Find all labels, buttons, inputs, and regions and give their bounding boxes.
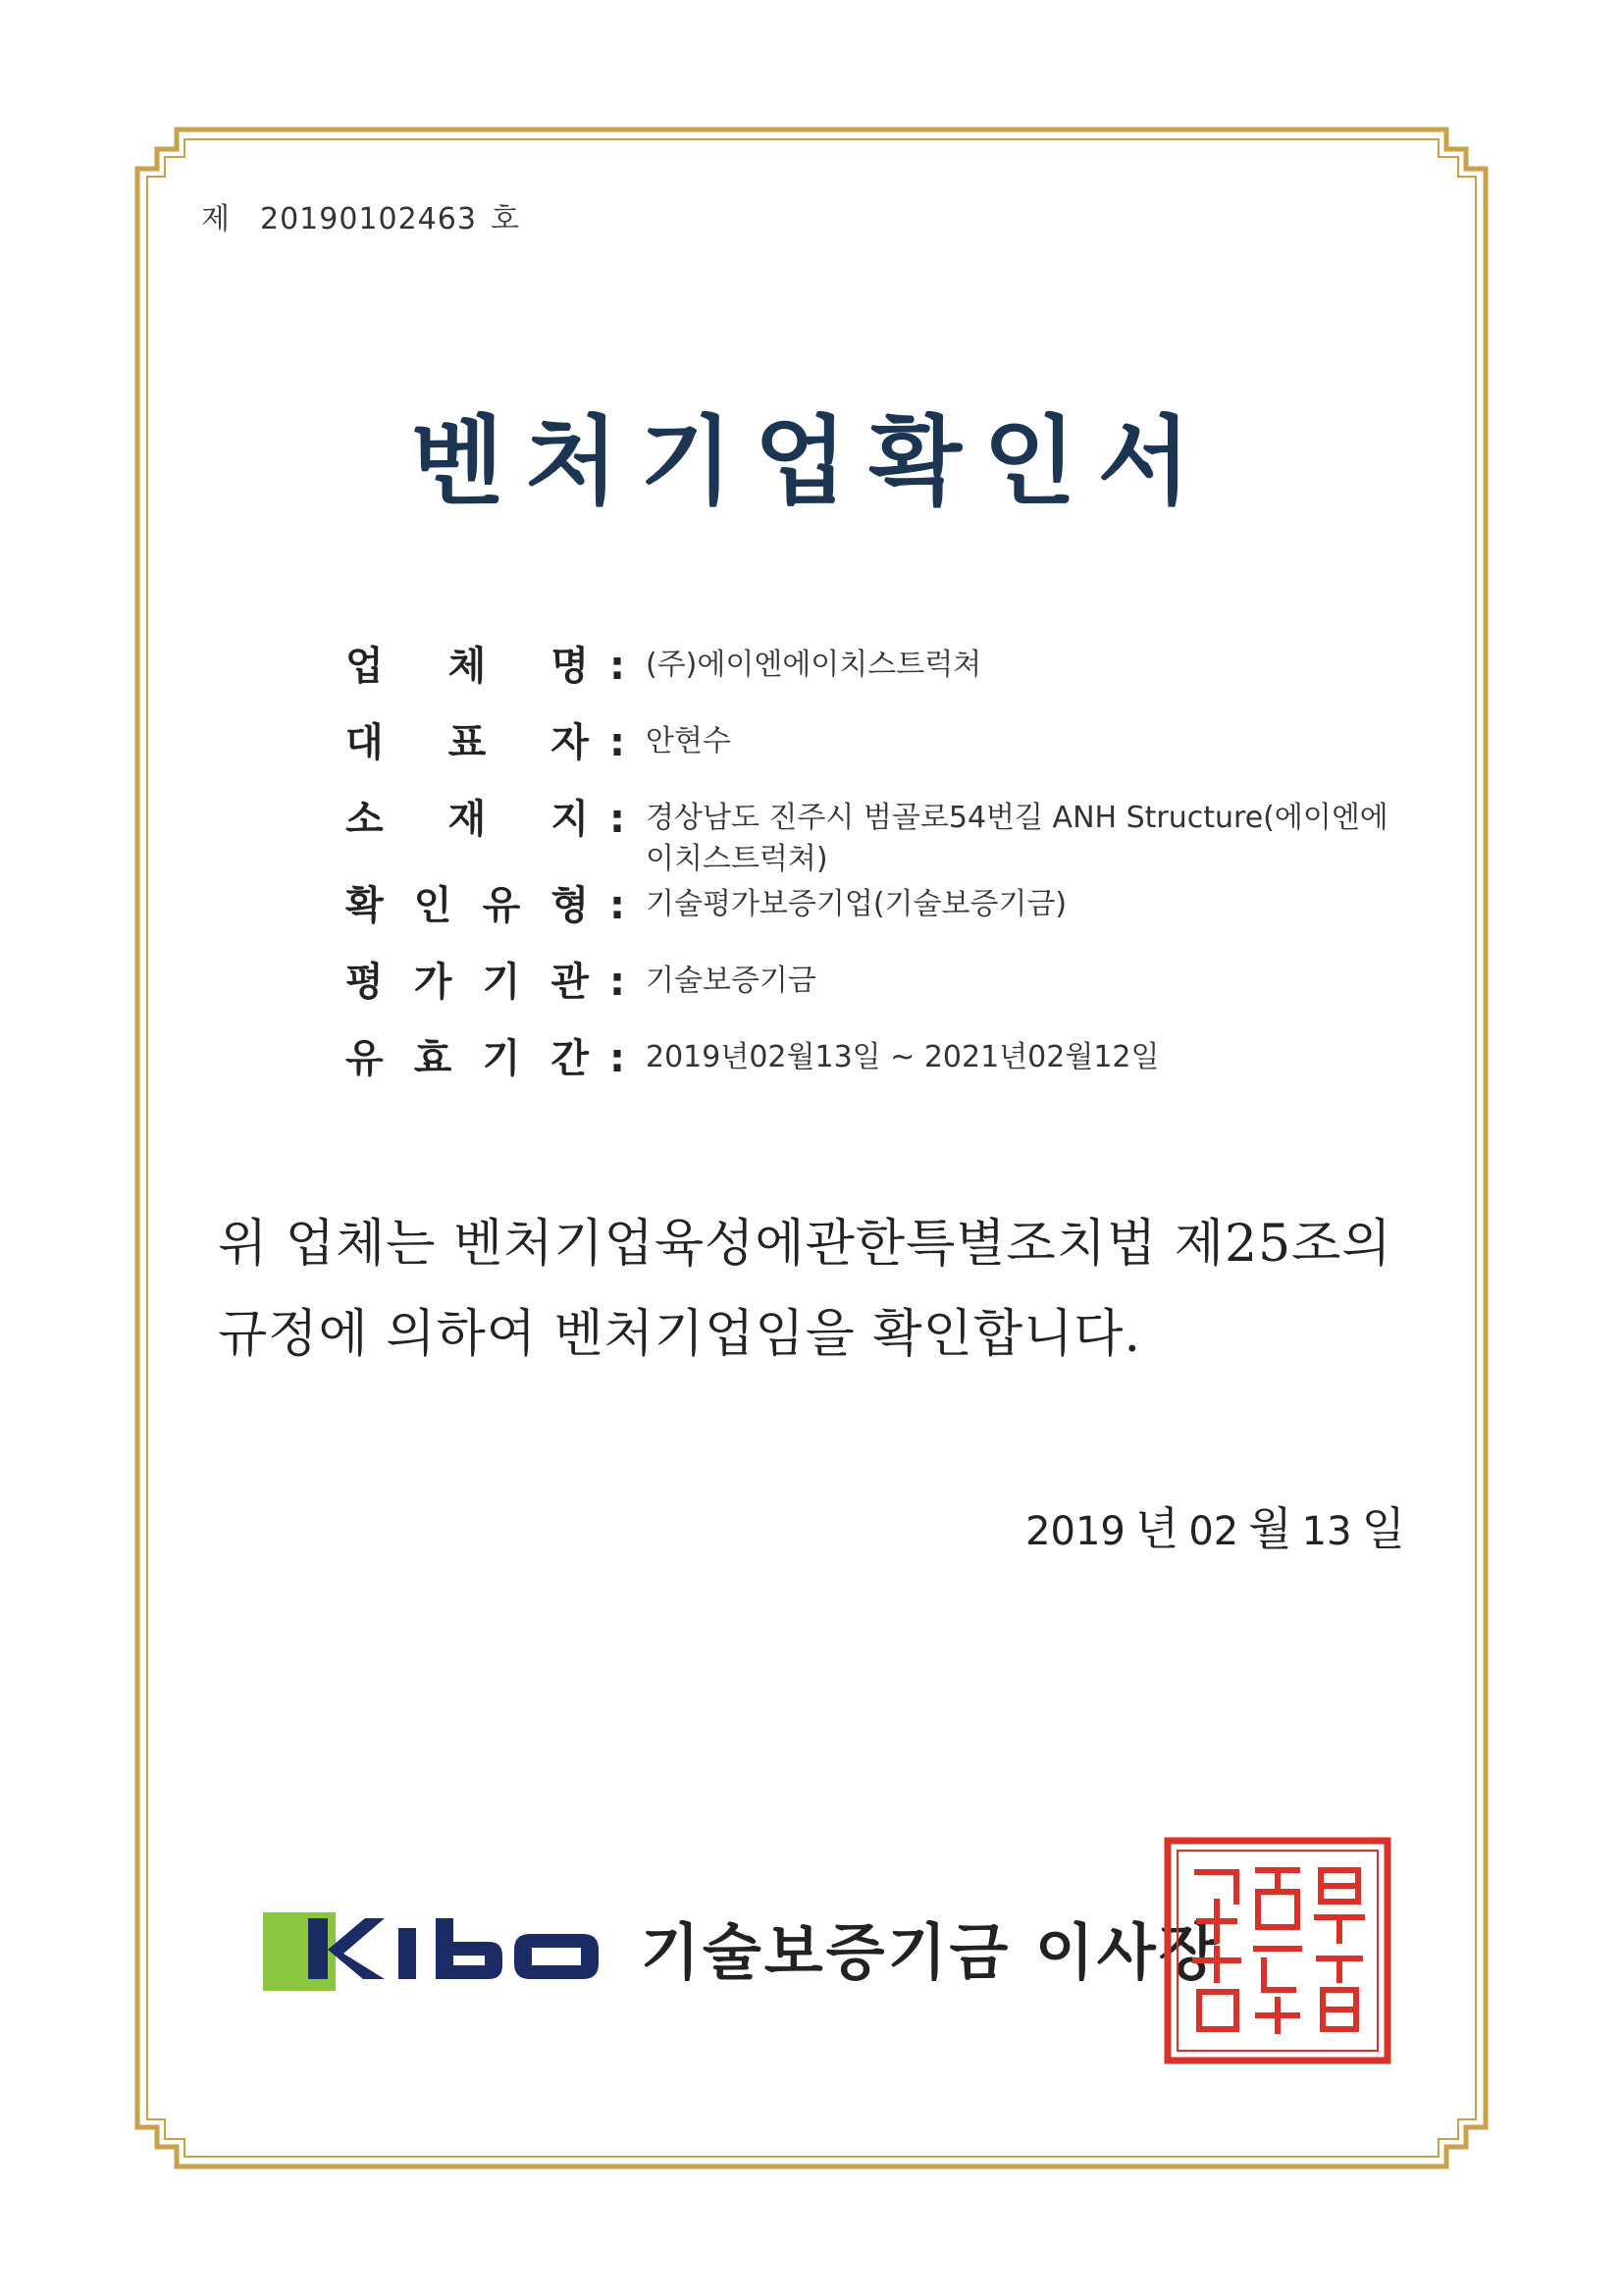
info-label	[345, 719, 589, 766]
certificate-number	[201, 194, 520, 237]
info-colon: :	[609, 883, 625, 928]
label-char: 가	[413, 960, 452, 1005]
label-char: 유	[345, 1036, 384, 1081]
info-label	[345, 643, 589, 690]
address-line-2: 이치스트럭쳐)	[646, 842, 828, 876]
label-char: 자	[550, 720, 589, 765]
info-row-address	[345, 796, 1444, 880]
label-char: 체	[447, 644, 487, 689]
label-char: 소	[345, 797, 384, 842]
info-label	[345, 1035, 589, 1082]
info-value-confirmation-type: 기술평가보증기업(기술보증기금)	[646, 887, 1068, 921]
label-char: 평	[345, 960, 384, 1005]
info-row-validity-period	[345, 1035, 1444, 1082]
info-colon: :	[609, 1036, 625, 1081]
label-char: 형	[550, 883, 589, 928]
label-char: 업	[345, 644, 384, 689]
info-value-validity-period: 2019년02월13일 ~ 2021년02월12일	[646, 1040, 1160, 1074]
label-char: 유	[482, 883, 521, 928]
issue-month: 02	[1188, 1509, 1239, 1554]
info-value-representative: 안현수	[646, 724, 731, 758]
info-value-address	[646, 796, 1444, 880]
company-info	[345, 643, 1444, 1112]
info-value-company-name: (주)에이엔에이치스트럭쳐	[646, 648, 982, 682]
issue-day-unit: 일	[1361, 1502, 1405, 1555]
kibo-logo	[263, 1905, 602, 1991]
info-row-representative	[345, 719, 1444, 766]
statement-line-1: 위 업체는 벤처기업육성에관한특별조치법 제25조의	[218, 1215, 1392, 1274]
issue-day: 13	[1301, 1509, 1352, 1554]
label-char: 간	[550, 1036, 589, 1081]
info-colon: :	[609, 644, 625, 689]
label-char: 기	[482, 960, 521, 1005]
label-char: 재	[447, 797, 487, 842]
info-label	[345, 796, 589, 843]
issue-year: 2019	[1025, 1509, 1126, 1554]
address-line-1: 경상남도 진주시 범골로54번길 ANH Structure(에이엔에	[646, 801, 1388, 835]
issue-year-unit: 년	[1134, 1502, 1179, 1555]
info-value-evaluation-agency: 기술보증기금	[646, 964, 816, 998]
label-char: 지	[550, 797, 589, 842]
info-label	[345, 959, 589, 1006]
label-char: 표	[447, 720, 487, 765]
issue-month-unit: 월	[1248, 1502, 1292, 1555]
official-seal-stamp	[1160, 1833, 1395, 2068]
info-row-company-name	[345, 643, 1444, 690]
label-char: 인	[413, 883, 452, 928]
label-char: 명	[550, 644, 589, 689]
label-char: 기	[482, 1036, 521, 1081]
certificate-number-value: 20190102463	[259, 202, 477, 236]
certification-statement	[218, 1199, 1415, 1380]
issuer-block	[263, 1904, 1221, 1991]
label-char: 관	[550, 960, 589, 1005]
info-colon: :	[609, 797, 625, 842]
label-char: 대	[345, 720, 384, 765]
label-char: 확	[345, 883, 384, 928]
certificate-number-prefix: 제	[201, 202, 231, 236]
info-row-confirmation-type	[345, 882, 1444, 929]
document-title: 벤처기업확인서	[410, 405, 1213, 518]
info-row-evaluation-agency	[345, 959, 1444, 1006]
info-colon: :	[609, 960, 625, 1005]
issuer-name: 기술보증기금 이사장	[641, 1916, 1221, 1988]
issue-date	[1025, 1493, 1415, 1558]
info-colon: :	[609, 720, 625, 765]
statement-line-2: 규정에 의하여 벤처기업임을 확인합니다.	[218, 1305, 1142, 1364]
info-label	[345, 882, 589, 929]
label-char: 효	[413, 1036, 452, 1081]
certificate-number-suffix: 호	[490, 202, 520, 236]
